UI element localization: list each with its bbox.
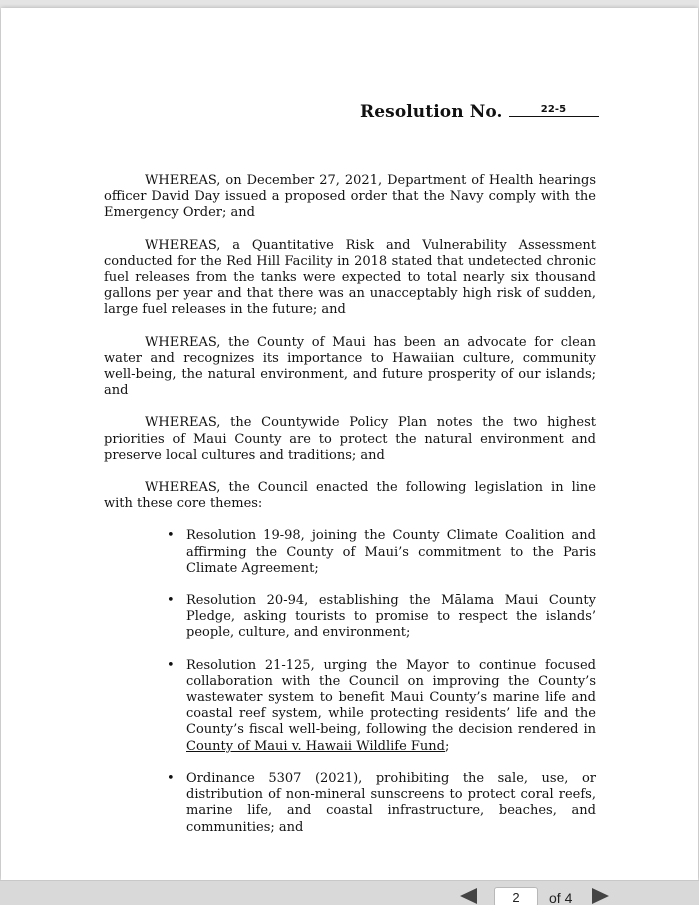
bullet-icon: • [167, 770, 175, 786]
list-item [167, 593, 596, 642]
list-item-text: Resolution 19-98, joining the County Climate Coalition and affirming the County of Maui’s commitment to the Paris Climate Agreement; [186, 528, 596, 576]
bullet-icon: • [167, 657, 175, 673]
list-item-text: Resolution 20-94, establishing the Mālama Maui County Pledge, asking tourists to promise to respect the islands’ people, culture, and environment; [186, 593, 596, 641]
list-item [167, 528, 596, 577]
list-item-text: Resolution 21-125, urging the Mayor to continue focused collaboration with the Council on improving the County’s wastewater system to benefit Maui County’s marine life and coastal reef system, while protecting residents’ life and the County’s fiscal well-being, following the decision rendered in [186, 657, 596, 738]
document-page [1, 8, 698, 880]
resolution-number: 22-5 [509, 104, 599, 117]
page-number-input[interactable] [494, 887, 538, 905]
document-body [104, 173, 596, 852]
next-page-icon[interactable] [592, 888, 609, 904]
list-item [167, 770, 596, 836]
legislation-list [104, 528, 596, 835]
list-item-punctuation: ; [445, 738, 450, 754]
list-item [167, 657, 596, 755]
whereas-paragraph: WHEREAS, the County of Maui has been an advocate for clean water and recognizes its importance to Hawaiian culture, community well-being, the natural environment, and future prosperity of our islands; and [104, 334, 596, 399]
previous-page-icon[interactable] [460, 888, 477, 904]
case-citation: County of Maui v. Hawaii Wildlife Fund [186, 738, 446, 754]
bullet-icon: • [167, 528, 175, 544]
whereas-paragraph: WHEREAS, the Countywide Policy Plan notes the two highest priorities of Maui County are to protect the natural environment and preserve local cultures and traditions; and [104, 415, 596, 463]
bullet-icon: • [167, 593, 175, 609]
list-item-text: Ordinance 5307 (2021), prohibiting the sale, use, or distribution of non-mineral sunscreens to protect coral reefs, marine life, and coastal infrastructure, beaches, and communities; and [186, 770, 596, 835]
whereas-paragraph: WHEREAS, a Quantitative Risk and Vulnerability Assessment conducted for the Red Hill Facility in 2018 stated that undetected chronic fuel releases from the tanks were expected to total nearly six thousand gallons per year and that there was an unacceptably high risk of sudden, large fuel releases in the future; and [104, 237, 596, 318]
page-count-label: of 4 [549, 890, 573, 905]
resolution-header [360, 102, 599, 122]
page-navigation-toolbar [0, 880, 699, 905]
resolution-label: Resolution No. [360, 102, 503, 122]
whereas-paragraph: WHEREAS, the Council enacted the following legislation in line with these core themes: [104, 480, 596, 512]
whereas-paragraph: WHEREAS, on December 27, 2021, Department of Health hearings officer David Day issued a proposed order that the Navy comply with the Emergency Order; and [104, 173, 596, 221]
